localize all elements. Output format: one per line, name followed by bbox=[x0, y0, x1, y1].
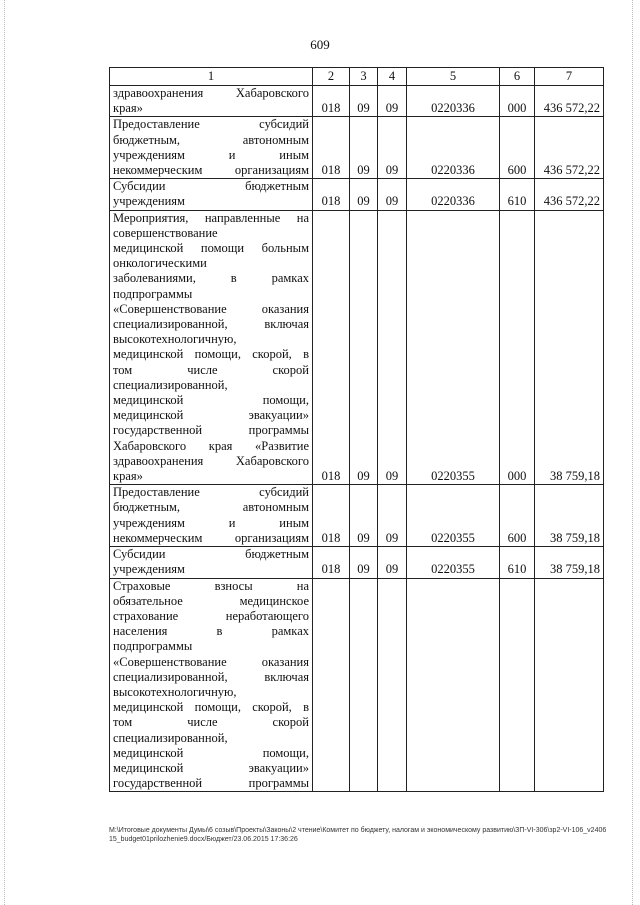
subsection-code: 09 bbox=[378, 86, 407, 117]
subsection-code: 09 bbox=[378, 179, 407, 210]
expense-type-code: 600 bbox=[500, 485, 535, 547]
description-line: специализированной, включая bbox=[113, 669, 309, 684]
description-line: специализированной, включая bbox=[113, 317, 309, 332]
row-description bbox=[110, 547, 313, 578]
description-line: том числе скорой bbox=[113, 362, 309, 377]
description-line: высокотехнологичную, bbox=[113, 332, 237, 347]
amount bbox=[535, 578, 604, 792]
table-row bbox=[110, 179, 604, 210]
row-description bbox=[110, 210, 313, 485]
subsection-code bbox=[378, 578, 407, 792]
right-margin-line bbox=[632, 0, 633, 905]
description-line: Хабаровского края «Развитие bbox=[113, 438, 309, 453]
section-code: 09 bbox=[350, 485, 378, 547]
col-header-5: 5 bbox=[407, 68, 500, 86]
description-line: Субсидии бюджетным bbox=[113, 179, 309, 194]
expense-type-code bbox=[500, 578, 535, 792]
description-line: медицинской помощи, скорой, в bbox=[113, 700, 309, 715]
description-line: «Совершенствование оказания bbox=[113, 301, 309, 316]
description-line: государственной программы bbox=[113, 776, 309, 791]
description-line: онкологическими bbox=[113, 256, 207, 271]
expense-type-code: 000 bbox=[500, 210, 535, 485]
expense-type-code: 610 bbox=[500, 547, 535, 578]
row-description bbox=[110, 179, 313, 210]
expense-type-code: 600 bbox=[500, 117, 535, 179]
description-line: края» bbox=[113, 469, 143, 484]
description-line: государственной программы bbox=[113, 423, 309, 438]
description-line: некоммерческим организациям bbox=[113, 530, 309, 545]
description-line: медицинской помощи, bbox=[113, 745, 309, 760]
description-line: бюджетным, автономным bbox=[113, 132, 309, 147]
col-header-2: 2 bbox=[313, 68, 350, 86]
ministry-code: 018 bbox=[313, 117, 350, 179]
subsection-code: 09 bbox=[378, 547, 407, 578]
col-header-6: 6 bbox=[500, 68, 535, 86]
description-line: учреждениям и иным bbox=[113, 147, 309, 162]
description-line: Страховые взносы на bbox=[113, 578, 309, 593]
table-row bbox=[110, 86, 604, 117]
amount: 436 572,22 bbox=[535, 179, 604, 210]
description-line: Предоставление субсидий bbox=[113, 117, 309, 132]
row-description bbox=[110, 578, 313, 792]
description-line: высокотехнологичную, bbox=[113, 684, 237, 699]
description-line: специализированной, bbox=[113, 377, 228, 392]
description-line: некоммерческим организациям bbox=[113, 163, 309, 178]
description-line: края» bbox=[113, 101, 143, 116]
description-line: медицинской помощи больным bbox=[113, 241, 309, 256]
description-line: здравоохранения Хабаровского bbox=[113, 86, 309, 100]
ministry-code: 018 bbox=[313, 210, 350, 485]
ministry-code: 018 bbox=[313, 179, 350, 210]
description-line: учреждениям и иным bbox=[113, 515, 309, 530]
amount: 38 759,18 bbox=[535, 210, 604, 485]
expense-type-code: 610 bbox=[500, 179, 535, 210]
description-line: здравоохранения Хабаровского bbox=[113, 453, 309, 468]
description-line: заболеваниями, в рамках bbox=[113, 271, 309, 286]
row-description bbox=[110, 485, 313, 547]
description-line: бюджетным, автономным bbox=[113, 500, 309, 515]
table-row bbox=[110, 578, 604, 792]
document-path-footer: M:\Итоговые документы Думы\6 созыв\Проекты\Законы\2 чтение\Комитет по бюджету, налогам и экономическому развитию\ЗП-VI-306\зр2-VI-106_v240615_budget01prilozhenie9.docx/Бюджет/23.06.2015 17:36:26 bbox=[109, 827, 607, 843]
expense-type-code: 000 bbox=[500, 86, 535, 117]
description-line: страхование неработающего bbox=[113, 608, 309, 623]
ministry-code bbox=[313, 578, 350, 792]
col-header-1: 1 bbox=[110, 68, 313, 86]
left-margin-line bbox=[4, 0, 5, 905]
description-line: подпрограммы bbox=[113, 639, 193, 654]
target-item-code: 0220355 bbox=[407, 547, 500, 578]
subsection-code: 09 bbox=[378, 210, 407, 485]
description-line: медицинской эвакуации» bbox=[113, 760, 309, 775]
target-item-code: 0220336 bbox=[407, 117, 500, 179]
table-row bbox=[110, 117, 604, 179]
section-code: 09 bbox=[350, 547, 378, 578]
description-line: Мероприятия, направленные на bbox=[113, 210, 309, 225]
description-line: медицинской помощи, bbox=[113, 393, 309, 408]
description-line: учреждениям bbox=[113, 562, 185, 577]
target-item-code: 0220355 bbox=[407, 485, 500, 547]
target-item-code: 0220355 bbox=[407, 210, 500, 485]
ministry-code: 018 bbox=[313, 485, 350, 547]
target-item-code bbox=[407, 578, 500, 792]
section-code: 09 bbox=[350, 179, 378, 210]
row-description bbox=[110, 86, 313, 117]
page-number: 609 bbox=[310, 37, 330, 52]
row-description bbox=[110, 117, 313, 179]
ministry-code: 018 bbox=[313, 86, 350, 117]
amount: 436 572,22 bbox=[535, 117, 604, 179]
header-row bbox=[110, 68, 604, 86]
description-line: специализированной, bbox=[113, 730, 228, 745]
col-header-4: 4 bbox=[378, 68, 407, 86]
col-header-3: 3 bbox=[350, 68, 378, 86]
col-header-7: 7 bbox=[535, 68, 604, 86]
description-line: медицинской помощи, скорой, в bbox=[113, 347, 309, 362]
subsection-code: 09 bbox=[378, 485, 407, 547]
amount: 436 572,22 bbox=[535, 86, 604, 117]
description-line: медицинской эвакуации» bbox=[113, 408, 309, 423]
description-line: совершенствование bbox=[113, 225, 218, 240]
section-code: 09 bbox=[350, 210, 378, 485]
subsection-code: 09 bbox=[378, 117, 407, 179]
description-line: учреждениям bbox=[113, 194, 185, 209]
ministry-code: 018 bbox=[313, 547, 350, 578]
section-code: 09 bbox=[350, 86, 378, 117]
table-row bbox=[110, 547, 604, 578]
table-row bbox=[110, 485, 604, 547]
description-line: подпрограммы bbox=[113, 286, 193, 301]
budget-table bbox=[109, 67, 604, 792]
amount: 38 759,18 bbox=[535, 547, 604, 578]
section-code bbox=[350, 578, 378, 792]
table-row bbox=[110, 210, 604, 485]
description-line: обязательное медицинское bbox=[113, 593, 309, 608]
description-line: населения в рамках bbox=[113, 624, 309, 639]
description-line: том числе скорой bbox=[113, 715, 309, 730]
target-item-code: 0220336 bbox=[407, 86, 500, 117]
description-line: Субсидии бюджетным bbox=[113, 547, 309, 562]
description-line: «Совершенствование оказания bbox=[113, 654, 309, 669]
section-code: 09 bbox=[350, 117, 378, 179]
target-item-code: 0220336 bbox=[407, 179, 500, 210]
description-line: Предоставление субсидий bbox=[113, 485, 309, 500]
amount: 38 759,18 bbox=[535, 485, 604, 547]
